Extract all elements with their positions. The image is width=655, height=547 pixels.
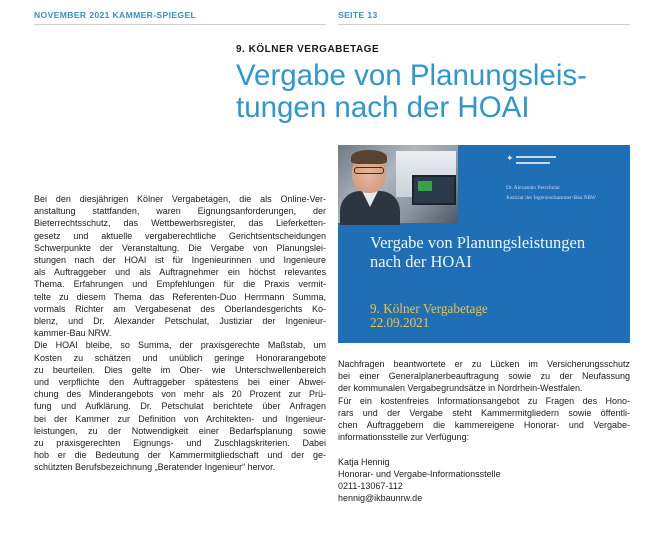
body-line: Bieterrechtsschutz, das Wettbewerbsregister, das Lieferketten- <box>34 218 326 229</box>
body-line: als Auftraggeber und als Auftragnehmer ein höchst relevantes <box>34 267 326 278</box>
body-line: Thema. Erfahrungen und Empfehlungen für die Praxis vermit- <box>34 279 326 290</box>
body-text-right-column <box>338 358 630 504</box>
article-headline <box>236 60 626 124</box>
body-line: informationsstelle zur Verfügung: <box>338 432 470 443</box>
slide-title-line: Vergabe von Planungsleistungen <box>370 233 586 252</box>
body-line: rars und der Vergabe steht Kammermitgliedern sowie öffentli- <box>338 407 630 418</box>
body-line: kammer-Bau NRW. <box>34 328 112 339</box>
header-rule-left <box>34 24 326 25</box>
body-line: bei einer Generalplanerbeauftragung sowie zu der Neufassung <box>338 371 630 382</box>
slide-speaker-role: Justiziar der Ingenieurkammer-Bau NRW <box>506 195 596 201</box>
body-line: fung und Aufklärung. Dr. Petschulat berichtete über Anfragen <box>34 401 326 412</box>
body-line: blenz, und Dr. Alexander Petschulat, Justiziar der Ingenieur- <box>34 316 326 327</box>
headline-line: Vergabe von Planungsleis- <box>236 59 587 92</box>
body-line: hob er die Bedeutung der Kammermitgliedschaft und der ge- <box>34 450 326 461</box>
body-line: zu beurteilen. Dies gelte im Ober- wie Unterschwellenbereich <box>34 364 326 375</box>
contact-block <box>338 456 630 505</box>
slide-subtitle <box>370 302 488 330</box>
slide-event-date: 22.09.2021 <box>370 315 430 330</box>
webcam-speaker-photo <box>338 145 458 223</box>
headline-line: tungen nach der HOAI <box>236 91 530 124</box>
contact-phone: 0211-13067-112 <box>338 481 403 492</box>
body-line: und verpflichte den Auftraggeber spätestens bei einer Abwei- <box>34 377 326 388</box>
chamber-logo-icon: ✦ <box>506 151 558 171</box>
body-line: der kommunalen Vergabegrundsätze in Nordrhein-Westfalen. <box>338 383 583 394</box>
body-line: leistungen, zu der Notwendigkeit einer Bedarfsplanung sowie <box>34 425 326 436</box>
contact-unit: Honorar- und Vergabe-Informationsstelle <box>338 468 501 479</box>
right-paragraph <box>338 358 630 443</box>
body-line: vormals Richter am Vergabesenat des Oberlandesgerichts Ko- <box>34 303 326 314</box>
page-header-right: SEITE 13 <box>338 10 378 20</box>
body-line: bei der Kammer zur Definition von Architekten- und Ingenieur- <box>34 413 326 424</box>
background-monitor <box>412 175 456 205</box>
speaker-glasses <box>354 167 384 174</box>
slide-event-name: 9. Kölner Vergabetage <box>370 301 488 316</box>
article-image <box>338 145 630 343</box>
body-line: Für ein kostenfreies Informationsangebot zu Fragen des Hono- <box>338 395 630 406</box>
body-text-left-column <box>34 193 326 474</box>
body-line: Nachfragen beantwortete er zu Lücken im Versicherungsschutz <box>338 359 630 369</box>
body-line: schützten Berufsbezeichnung „Beratender Ingenieur“ hervor. <box>34 462 276 473</box>
body-line: chen Auftraggebern die kammereigene Honorar- und Vergabe- <box>338 420 630 431</box>
body-line: anstaltung stattfanden, waren Eignungsanforderungen, der <box>34 206 326 217</box>
speaker-hair <box>351 150 387 164</box>
body-line: Schwerpunkte der Veranstaltung. Die Vergabe von Planungslei- <box>34 242 326 253</box>
slide-speaker-name: Dr. Alexander Petschulat <box>506 185 560 191</box>
slide-title-line: nach der HOAI <box>370 252 472 271</box>
article-kicker: 9. KÖLNER VERGABETAGE <box>236 44 380 55</box>
body-line: Die HOAI bleibe, so Summa, der praxisgerechte Maßstab, um <box>34 340 326 351</box>
body-line: chung des Minderangebots von mehr als 20 Prozent zur Prü- <box>34 389 326 400</box>
page-header-left: NOVEMBER 2021 KAMMER-SPIEGEL <box>34 10 197 20</box>
contact-name: Katja Hennig <box>338 456 390 467</box>
body-line: gesetz und aktuelle vergaberechtliche Gerichtsentscheidungen <box>34 230 326 241</box>
slide-title <box>370 233 620 271</box>
body-line: Kosten zu schätzen und unüblich geringe Honorarangebote <box>34 352 326 363</box>
body-line: stungen nach der HOAI ist für Ingenieurinnen und Ingenieure <box>34 255 326 266</box>
contact-email: hennig@ikbaunrw.de <box>338 493 423 504</box>
body-line: zu praxisgerechten Eignungs- und Zuschlagskriterien. Dabei <box>34 438 326 449</box>
body-line: telte zu diesem Thema das Referenten-Duo Herrmann Summa, <box>34 291 326 302</box>
header-rule-right <box>338 24 630 25</box>
body-line: Bei den diesjährigen Kölner Vergabetagen, die als Online-Ver- <box>34 194 326 204</box>
